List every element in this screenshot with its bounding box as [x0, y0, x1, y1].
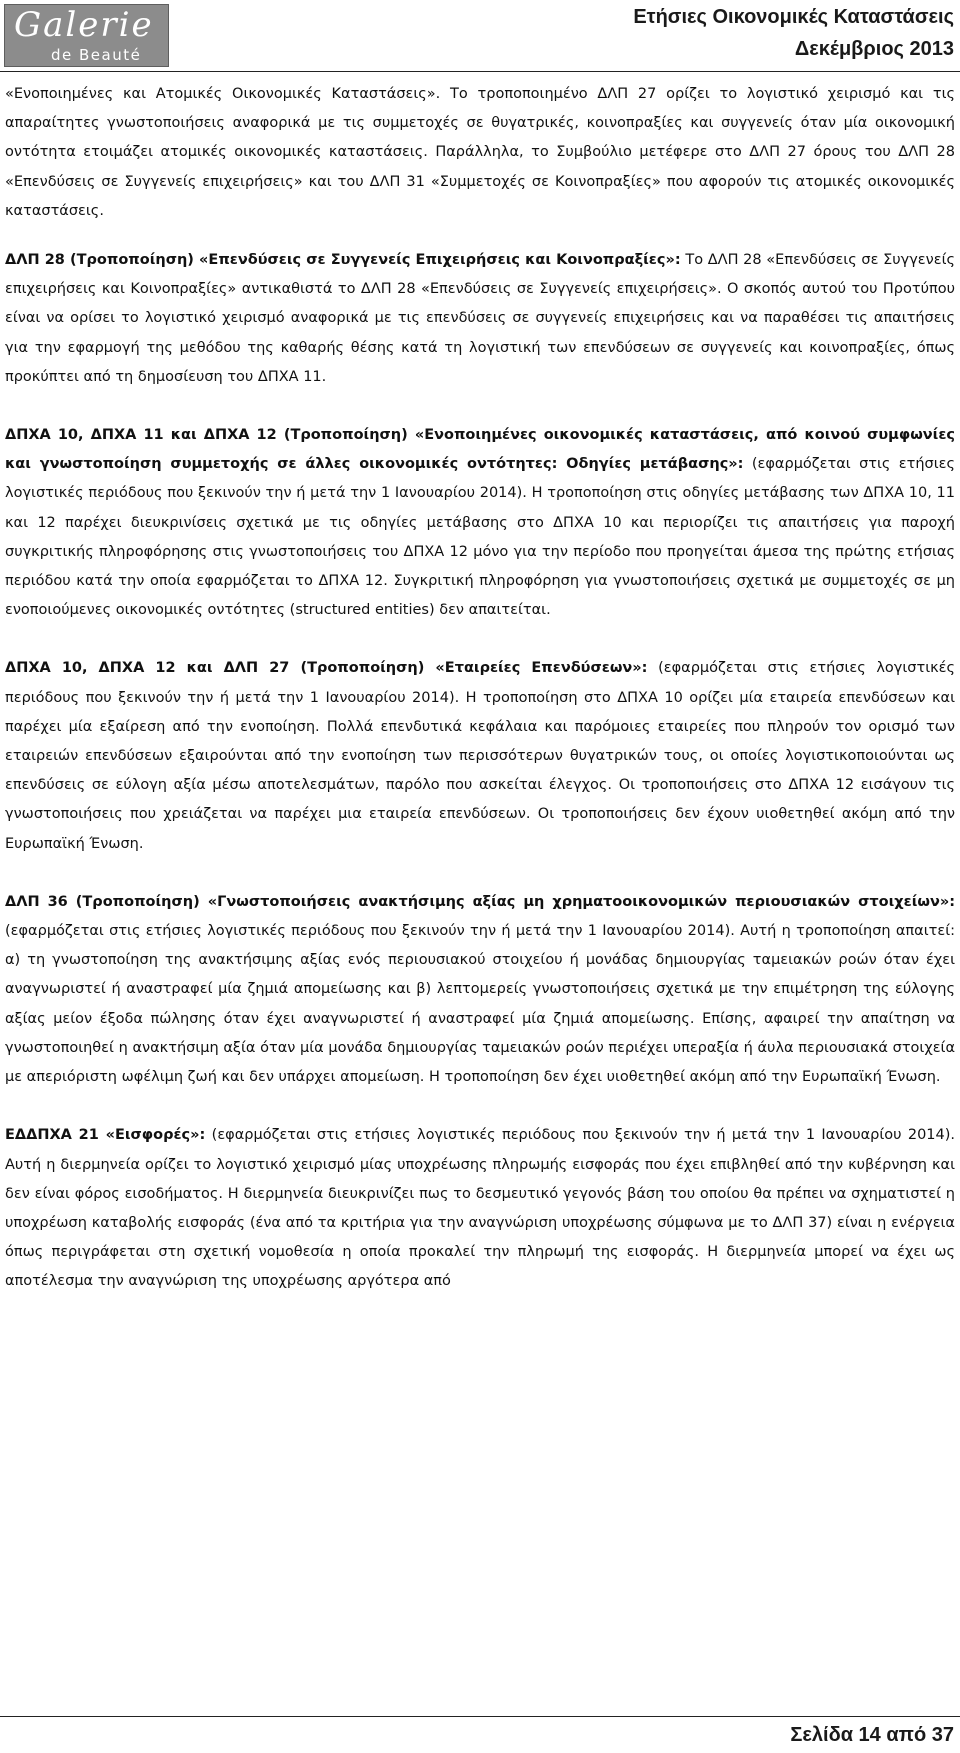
- paragraph-text: (εφαρμόζεται στις ετήσιες λογιστικές περιόδους που ξεκινούν την ή μετά την 1 Ιανουαρίου 2014). Αυτή η τροποποίηση απαιτεί: α) τη γνωστοποίηση της ανακτήσιμης αξίας ενός περιουσιακού στοιχείου ή μονάδας δημιουργίας ταμειακών ροών όταν έχει αναγνωριστεί ή αναστραφεί μία ζημιά απομείωσης και β) λεπτομερείς γνωστοποιήσεις σχετικά με την επιμέτρηση της εύλογης αξίας μείον έξοδα πώλησης όταν έχει αναγνωριστεί ή αναστραφεί μία ζημιά απομείωσης. Επίσης, αφαιρεί την απαίτηση να γνωστοποιηθεί η ανακτήσιμη αξία όταν μία μονάδα δημιουργίας ταμειακών ροών περιέχει υπεραξία ή άυλα περιουσιακά στοιχεία με απεριόριστη ωφέλιμη ζωή και δεν υπάρχει απομείωση. Η τροποποίηση δεν έχει υιοθετηθεί ακόμη από την Ευρωπαϊκή Ένωση.: [5, 923, 955, 1086]
- paragraph-heading: ΔΛΠ 36 (Τροποποίηση) «Γνωστοποιήσεις ανακτήσιμης αξίας μη χρηματοοικονομικών περιουσιακών στοιχείων»:: [5, 893, 955, 910]
- paragraph-text: Το ΔΛΠ 28 «Επενδύσεις σε Συγγενείς επιχειρήσεις και Κοινοπραξίες» αντικαθιστά το ΔΛΠ 28 «Επενδύσεις σε Συγγενείς επιχειρήσεις». Ο σκοπός αυτού του Προτύπου είναι να ορίσει το λογιστικό χειρισμό αναφορικά με τις επενδύσεις σε συγγενείς επιχειρήσεις και να παραθέσει τις απαιτήσεις για την εφαρμογή της μεθόδου της καθαρής θέσης κατά τη λογιστική των επενδύσεων σε συγγενείς και κοινοπραξίες, όπως προκύπτει από τη δημοσίευση του ΔΠΧΑ 11.: [5, 252, 956, 385]
- header-divider: [0, 71, 960, 72]
- paragraph-text: «Ενοποιημένες και Ατομικές Οικονομικές Καταστάσεις». Το τροποποιημένο ΔΛΠ 27 ορίζει το λογιστικό χειρισμό και τις απαραίτητες γνωστοποιήσεις αναφορικά με τις συμμετοχές σε θυγατρικές, κοινοπραξίες και συγγενείς όταν μία οικονομική οντότητα ετοιμάζει ατομικές οικονομικές καταστάσεις. Παράλληλα, το Συμβούλιο μετέφερε στο ΔΛΠ 27 όρους του ΔΛΠ 28 «Επενδύσεις σε Συγγενείς επιχειρήσεις» και του ΔΛΠ 31 «Συμμετοχές σε Κοινοπραξίες» που αφορούν τις ατομικές οικονομικές καταστάσεις.: [5, 86, 955, 219]
- company-logo: [4, 4, 169, 67]
- paragraph-heading: ΕΔΔΠΧΑ 21 «Εισφορές»:: [5, 1127, 206, 1144]
- paragraph: [5, 80, 955, 226]
- paragraph: [5, 888, 955, 1092]
- page-number: Σελίδα 14 από 37: [790, 1724, 954, 1746]
- paragraph: [5, 246, 955, 392]
- paragraph: [5, 654, 955, 858]
- page-header: [0, 0, 960, 72]
- paragraph: [5, 421, 955, 625]
- logo-subtitle: de Beauté: [51, 46, 142, 64]
- paragraph-text: (εφαρμόζεται στις ετήσιες λογιστικές περιόδους που ξεκινούν την ή μετά την 1 Ιανουαρίου 2014). Αυτή η διερμηνεία ορίζει το λογιστικό χειρισμό μίας υποχρέωσης πληρωμής εισφοράς που έχει επιβληθεί από την κυβέρνηση και δεν είναι φόρος εισοδήματος. Η διερμηνεία διευκρινίζει πως το δεσμευτικό γεγονός βάση του οποίου θα πρέπει να σχηματιστεί η υποχρέωση καταβολής εισφοράς (ένα από τα κριτήρια για την αναγνώριση υποχρέωσης σύμφωνα με το ΔΛΠ 37) είναι η ενέργεια όπως περιγράφεται στη σχετική νομοθεσία η οποία προκαλεί την πληρωμή της εισφοράς. Η διερμηνεία μπορεί να έχει ως αποτέλεσμα την αναγνώριση της υποχρέωσης αργότερα από: [5, 1127, 956, 1290]
- report-title: Ετήσιες Οικονομικές Καταστάσεις: [633, 6, 954, 28]
- footer-divider: [0, 1716, 960, 1717]
- report-date: Δεκέμβριος 2013: [794, 38, 954, 60]
- paragraph: [5, 1121, 955, 1296]
- paragraph-heading: ΔΛΠ 28 (Τροποποίηση) «Επενδύσεις σε Συγγενείς Επιχειρήσεις και Κοινοπραξίες»:: [5, 252, 681, 269]
- document-body: [5, 80, 955, 1297]
- paragraph-heading: ΔΠΧΑ 10, ΔΠΧΑ 12 και ΔΛΠ 27 (Τροποποίηση) «Εταιρείες Επενδύσεων»:: [5, 660, 648, 677]
- logo-wordmark: Galerie: [14, 5, 154, 45]
- paragraph-text: (εφαρμόζεται στις ετήσιες λογιστικές περιόδους που ξεκινούν την ή μετά την 1 Ιανουαρίου 2014). Η τροποποίηση στο ΔΠΧΑ 10 ορίζει μία εταιρεία επενδύσεων και παρέχει μία εξαίρεση από την ενοποίηση. Πολλά επενδυτικά κεφάλαια και παρόμοιες εταιρείες που πληρούν τον ορισμό των εταιρειών επενδύσεων εξαιρούνται από την ενοποίηση των περισσότερων θυγατρικών τους, οι οποίες λογιστικοποιούνται ως επενδύσεις σε εύλογη αξία μέσω αποτελεσμάτων, παρόλο που ασκείται έλεγχος. Οι τροποποιήσεις στο ΔΠΧΑ 12 εισάγουν τις γνωστοποιήσεις που χρειάζεται να παρέχει μια εταιρεία επενδύσεων. Οι τροποποιήσεις δεν έχουν υιοθετηθεί ακόμη από την Ευρωπαϊκή Ένωση.: [5, 660, 955, 852]
- paragraph-heading: ΔΠΧΑ 10, ΔΠΧΑ 11 και ΔΠΧΑ 12 (Τροποποίηση) «Ενοποιημένες οικονομικές καταστάσεις, από κοινού συμφωνίες και γνωστοποίηση συμμετοχής σε άλλες οικονομικές οντότητες: Οδηγίες μετάβασης»:: [5, 427, 955, 473]
- paragraph-text: (εφαρμόζεται στις ετήσιες λογιστικές περιόδους που ξεκινούν την ή μετά την 1 Ιανουαρίου 2014). Η τροποποίηση στις οδηγίες μετάβασης των ΔΠΧΑ 10, 11 και 12 παρέχει διευκρινίσεις σχετικά με τις οδηγίες μετάβασης στο ΔΠΧΑ 10 και περιορίζει τις απαιτήσεις για παροχή συγκριτικής πληροφόρησης στις γνωστοποιήσεις του ΔΠΧΑ 12 μόνο για την περίοδο που προηγείται άμεσα της πρώτης ετήσιας περιόδου κατά την οποία εφαρμόζεται το ΔΠΧΑ 12. Συγκριτική πληροφόρηση για γνωστοποιήσεις σχετικά με συμμετοχές σε μη ενοποιούμενες οικονομικές οντότητες (structured entities) δεν απαιτείται.: [5, 456, 956, 619]
